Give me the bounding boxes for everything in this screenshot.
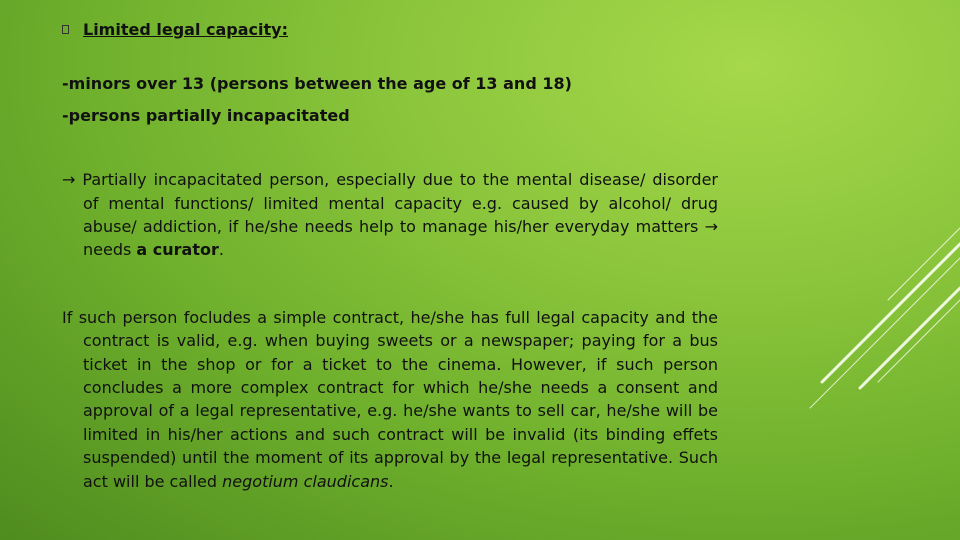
paragraph-curator-end: . bbox=[218, 240, 224, 260]
deco-line-1 bbox=[888, 228, 960, 300]
square-bullet-icon bbox=[62, 25, 69, 34]
paragraph-contract bbox=[62, 306, 718, 493]
deco-line-5 bbox=[878, 300, 960, 382]
paragraph-contract-text: If such person focludes a simple contract, he/she has full legal capacity and the contract is valid, e.g. when buying sweets or a newspaper; paying for a bus ticket in the shop or for a ticket to the cinema. However, if such person concludes a more complex contract for which he/she needs a consent and approval of a legal representative, e.g. he/she wants to sell car, he/she will be limited in his/her actions and such contract will be invalid (its binding effets suspended) until the moment of its approval by the legal representative. Such act will be called bbox=[62, 307, 718, 491]
list-item-incapacitated: -persons partially incapacitated bbox=[62, 105, 350, 125]
paragraph-contract-end: . bbox=[388, 471, 394, 491]
paragraph-curator-needs: needs bbox=[83, 240, 132, 260]
paragraph-curator bbox=[62, 168, 718, 262]
arrow-icon: → bbox=[62, 170, 76, 190]
paragraph-curator-text: Partially incapacitated person, especially due to the mental disease/ disorder of mental functions/ limited mental capacity e.g. caused by alcohol/ drug abuse/ addiction, if he/she needs help to manage his/her everyday matters bbox=[82, 170, 718, 237]
curator-term: a curator bbox=[136, 240, 219, 260]
deco-line-3 bbox=[810, 258, 960, 408]
deco-line-2 bbox=[822, 244, 960, 382]
list-item-minors: -minors over 13 (persons between the age of 13 and 18) bbox=[62, 74, 572, 94]
deco-line-4 bbox=[860, 288, 960, 388]
arrow-icon: → bbox=[704, 217, 718, 237]
latin-term: negotium claudicans bbox=[222, 471, 389, 491]
slide-text bbox=[62, 18, 718, 493]
heading-line bbox=[62, 18, 718, 41]
heading: Limited legal capacity: bbox=[83, 20, 288, 39]
